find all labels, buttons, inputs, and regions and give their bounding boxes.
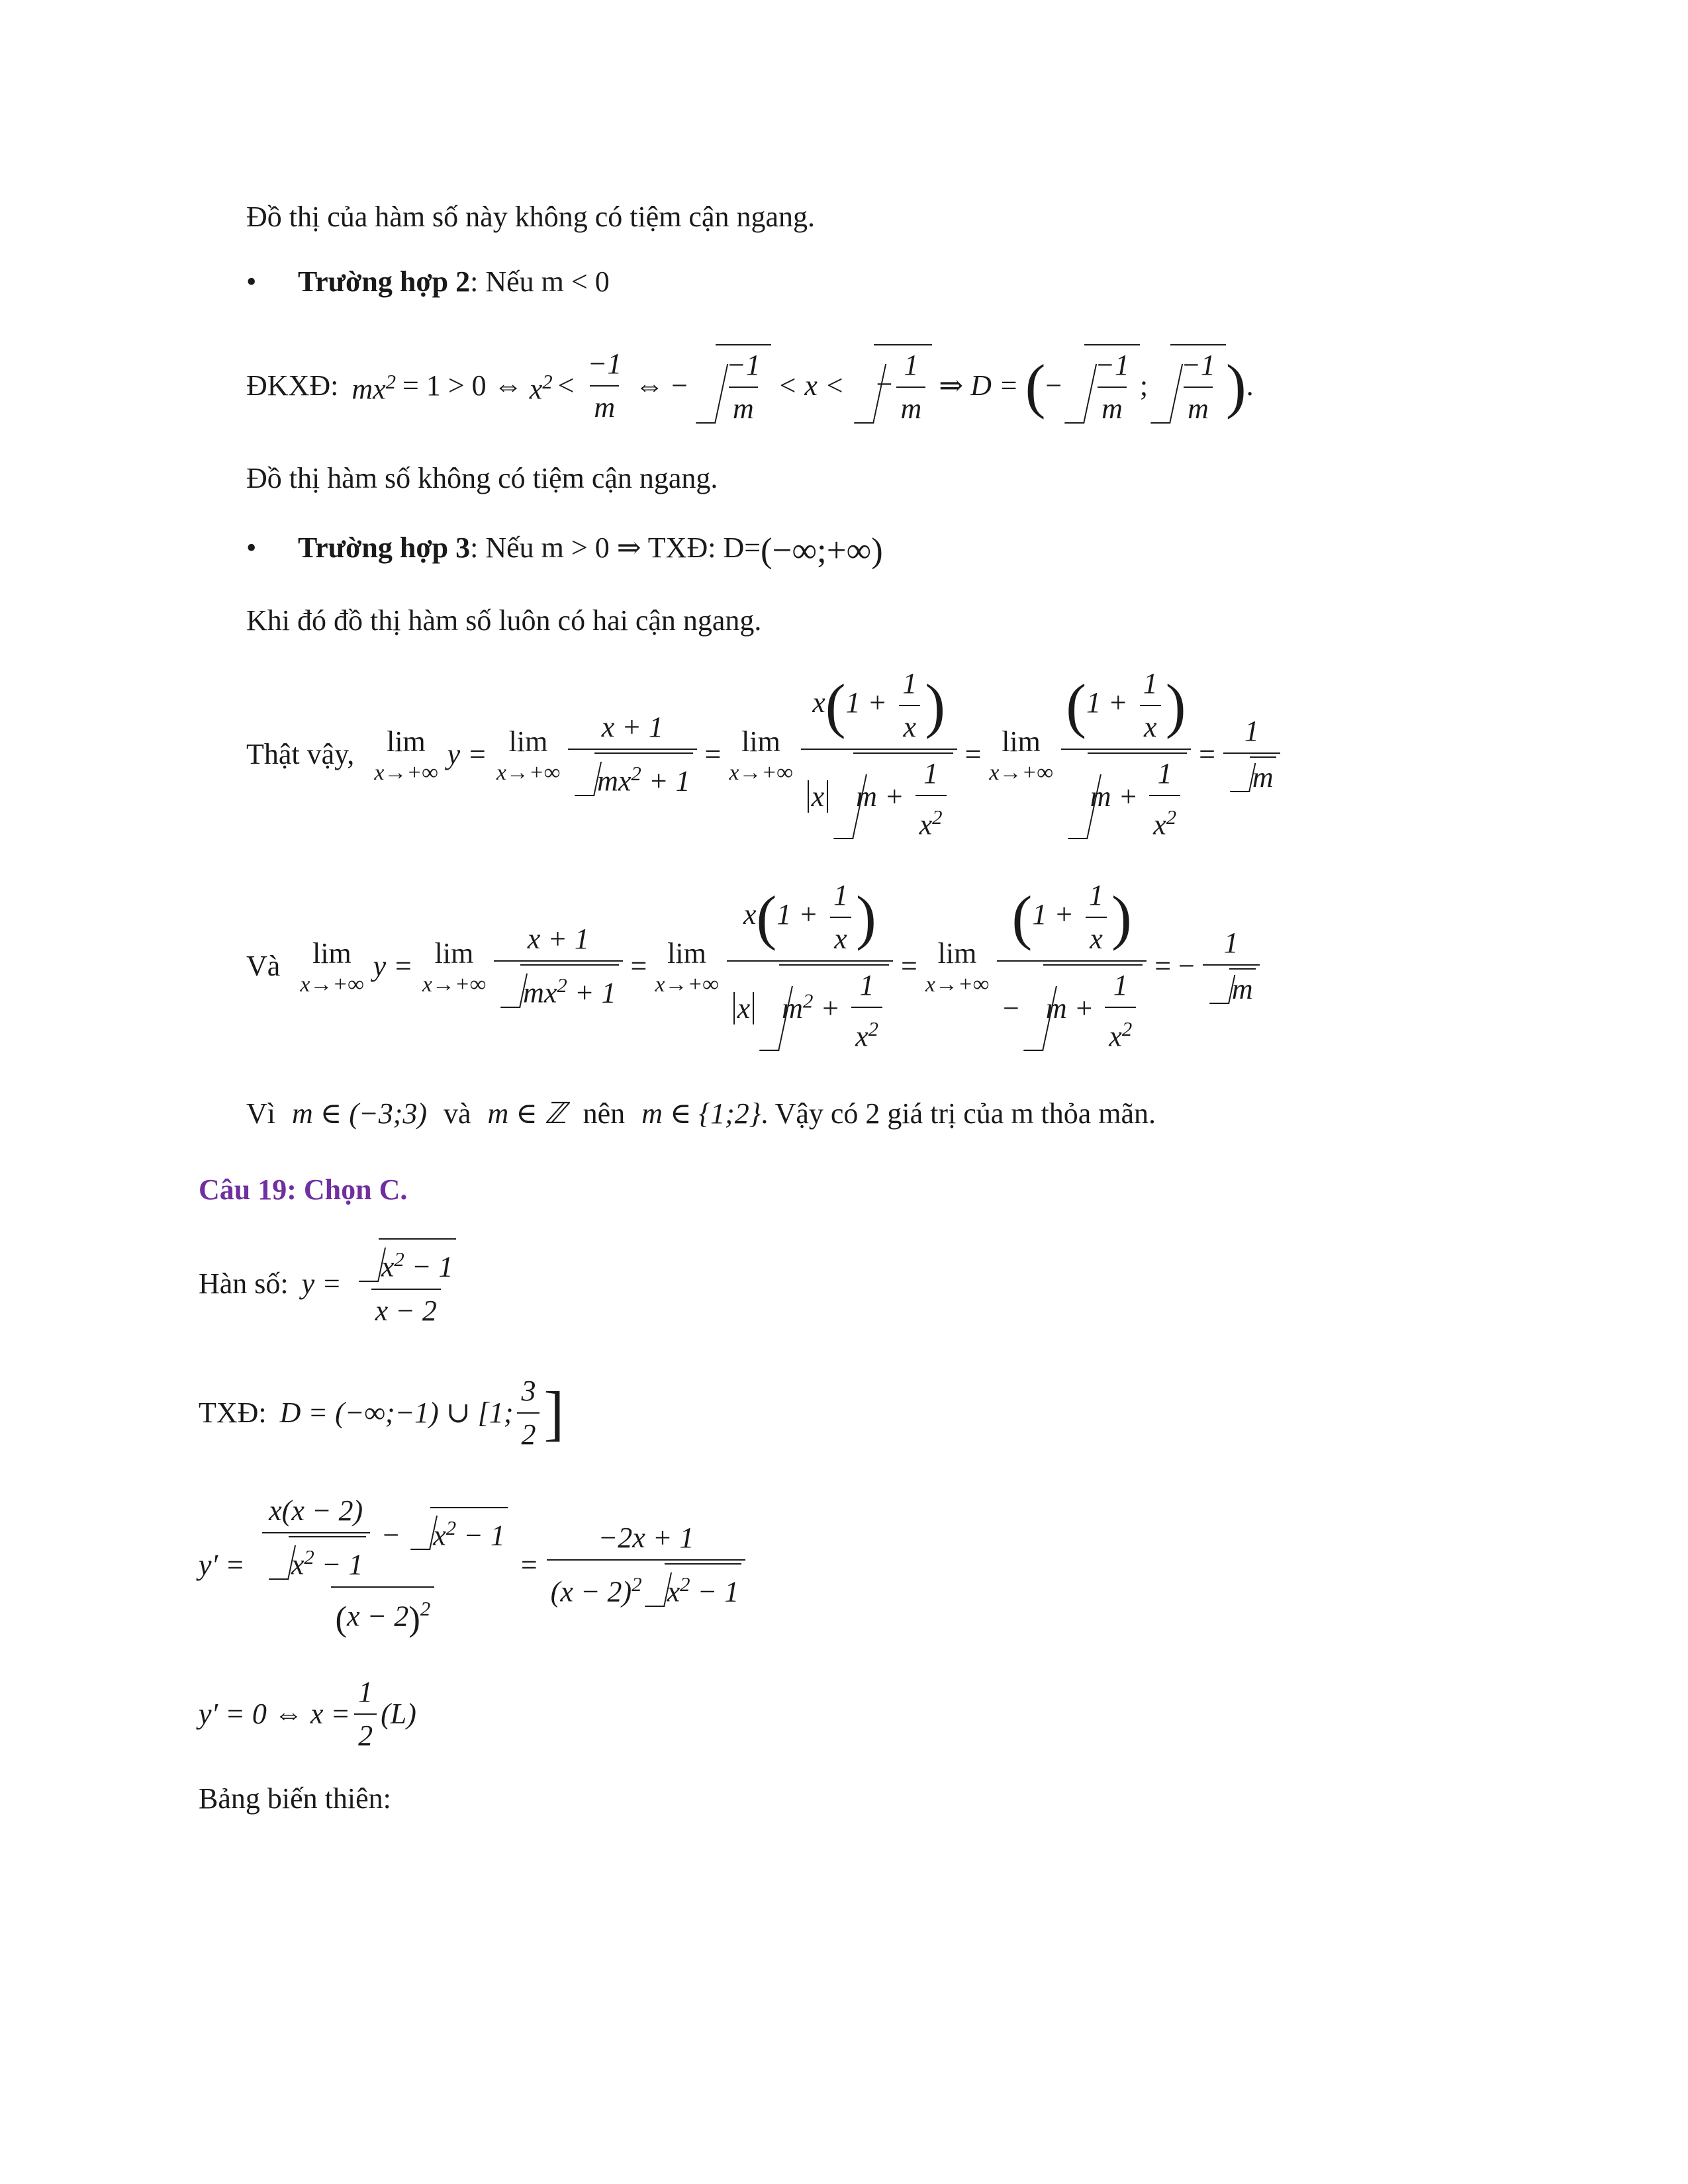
limit-minus-line: Và lim x→+∞ y = lim x→+∞ $\frac{x + 1}{mx^2 + 1}$ = lim x→+∞ x(1 + $\frac{1}{x}$ ) x $m^2$ + $\frac{1}{x^2}$ = lim x→+∞ (1 + $\frac{1}{x}$ ) − m + $\frac{1}{x^2}$ = − $\frac{1}{m}$ [246,880,1264,1052]
han-so-label: Hàn số: [199,1267,289,1300]
that-vay-label: Thật vậy, [246,738,355,770]
lim: lim [312,937,352,970]
lim: lim [434,937,474,970]
lim: lim [387,725,426,758]
lim-under: x→+∞ [729,760,793,785]
case-3-interval: (−∞;+∞) [761,531,883,570]
question-19-heading: Câu 19: Chọn C. [199,1173,408,1206]
limit-plus-line: Thật vậy, lim x→+∞ y = lim x→+∞ $\frac{x + 1}{mx^2 + 1}$ = lim x→+∞ x(1 + $\frac{1}{x}$ ) x m + $\frac{1}{x^2}$ = lim x→+∞ (1 + $\frac{1}{x}$ ) m + $\frac{1}{x^2}$ = $\frac{1}{m}$ [246,668,1284,841]
case-3-text: : Nếu m > 0 ⇒ TXĐ: D= [470,531,761,564]
lim-under: x→+∞ [496,760,561,785]
case-2-label: Trường hợp 2 [298,265,471,298]
m-set: m ∈ {1;2} [641,1097,761,1130]
dkxd-label: ĐKXĐ: [246,369,339,402]
dkxd-line: ĐKXĐ: $mx^2$ = 1 > 0 ⇔ $x^2$ < $\frac{-1}{m}$ ⇔ − $\frac{-1}{m}$ < x < − $\frac{1}{m}$ ⇒ D = ( − $\frac{-1}{m}$ ; $\frac{-1}{m}$ ) . [246,344,1254,428]
derivative-line: y′ = $\frac{x(x - 2)}{x^2 - 1}$ − $x^2 - 1$ $(x - 2)^2$ = $\frac{-2x + 1}{(x - 2)^2 x^2 - 1}$ [199,1486,749,1645]
lim-under: x→+∞ [925,972,990,997]
lim: lim [1002,725,1041,758]
text-line-1: Đồ thị của hàm số này không có tiệm cận ngang. [246,201,816,233]
nen-text: nên [583,1097,626,1130]
conclusion-line [246,1095,1156,1132]
va-label: Và [246,950,281,982]
case-3-line [298,529,883,569]
lim-under: x→+∞ [655,972,719,997]
txd-domain: D = (−∞;−1) ∪ [1; [279,1396,514,1429]
conclusion-text: . Vậy có 2 giá trị của m thỏa mãn. [761,1097,1156,1130]
lim-under: x→+∞ [422,972,487,997]
critical-point-line: y′ = 0 ⇔ x = $\frac{1}{2}$ (L) [199,1674,416,1754]
lim-under: x→+∞ [989,760,1053,785]
variation-table-label: Bảng biến thiên: [199,1782,391,1815]
lim: lim [508,725,548,758]
case-2-text: : Nếu m < 0 [470,265,610,298]
function-line: Hàn số: y = $\frac{x^2 - 1}{x - 2}$ [199,1238,464,1330]
lim: lim [667,937,706,970]
bullet-icon: • [246,265,257,298]
lim: lim [741,725,780,758]
rejected-mark: (L) [381,1698,416,1730]
text-line-5: Khi đó đồ thị hàm số luôn có hai cận ngang. [246,604,762,637]
case-3-label: Trường hợp 3 [298,531,471,564]
m-integer: m ∈ ℤ [487,1097,567,1130]
txd-label: TXĐ: [199,1396,267,1429]
txd-line: TXĐ: D = (−∞;−1) ∪ [1; $\frac{3}{2}$ ] [199,1370,564,1456]
va-text: và [444,1097,471,1130]
lim-under: x→+∞ [300,972,364,997]
bullet-icon: • [246,531,257,564]
case-2-line [298,263,610,300]
derivative-zero: y′ = 0 ⇔ x = [199,1698,351,1730]
vi-text: Vì [246,1097,275,1130]
lim: lim [937,937,977,970]
text-line-3: Đồ thị hàm số không có tiệm cận ngang. [246,462,718,494]
m-interval: m ∈ (−3;3) [292,1097,427,1130]
lim-under: x→+∞ [374,760,438,785]
